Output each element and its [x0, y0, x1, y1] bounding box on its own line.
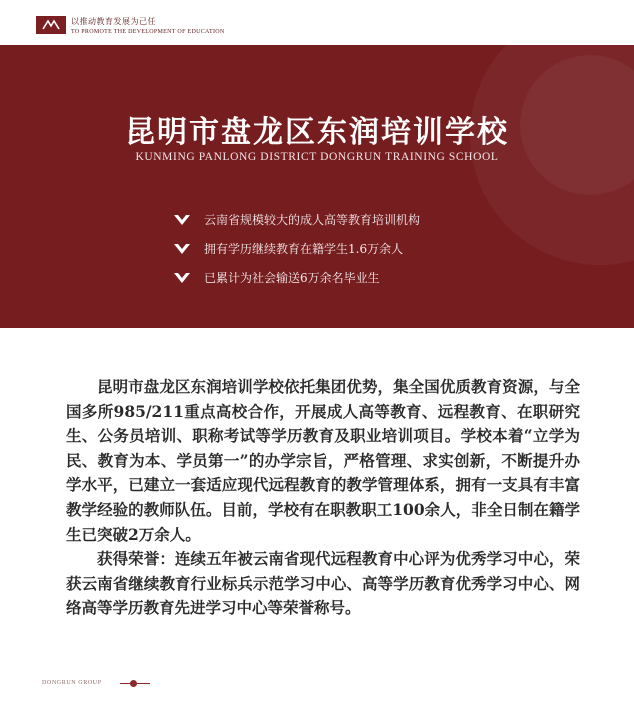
highlight-text: 云南省规模较大的成人高等教育培训机构	[204, 213, 421, 227]
chevron-wing-icon	[174, 272, 190, 284]
school-logo-icon	[36, 16, 66, 34]
chevron-wing-icon	[174, 243, 190, 255]
honors-paragraph: 获得荣誉：连续五年被云南省现代远程教育中心评为优秀学习中心，荣获云南省继续教育行业标兵示范学习中心、高等学历教育优秀学习中心、网络高等学历教育先进学习中心等荣誉称号。	[66, 549, 580, 618]
footer-group-name: DONGRUN GROUP	[42, 680, 102, 686]
highlight-text: 已累计为社会输送6万余名毕业生	[204, 271, 380, 285]
school-banner	[0, 45, 634, 328]
list-item	[174, 205, 420, 234]
slogan-chinese: 以推动教育发展为己任	[71, 17, 156, 26]
footer-dot-icon	[130, 680, 137, 687]
school-title: 昆明市盘龙区东润培训学校	[125, 115, 509, 150]
slogan-english: TO PROMOTE THE DEVELOPMENT OF EDUCATION	[71, 29, 225, 35]
highlight-text: 拥有学历继续教育在籍学生1.6万余人	[204, 242, 404, 256]
list-item	[174, 263, 420, 292]
list-item	[174, 234, 420, 263]
school-introduction	[66, 375, 580, 621]
highlights-list	[174, 205, 420, 292]
intro-paragraph: 昆明市盘龙区东润培训学校依托集团优势，集全国优质教育资源，与全国多所985/211重点高校合作，开展成人高等教育、远程教育、在职研究生、公务员培训、职称考试等学历教育及职业培训项目。学校本着“立学为民、教育为本、学员第一”的办学宗旨，严格管理、求实创新，不断提升办学水平，已建立一套适应现代远程教育的教学管理体系，拥有一支具有丰富教学经验的教师队伍。目前，学校有在职教职工100余人，非全日制在籍学生已突破2万余人。	[66, 377, 580, 544]
chevron-wing-icon	[174, 214, 190, 226]
school-title-english: KUNMING PANLONG DISTRICT DONGRUN TRAINING SCHOOL	[135, 151, 499, 163]
